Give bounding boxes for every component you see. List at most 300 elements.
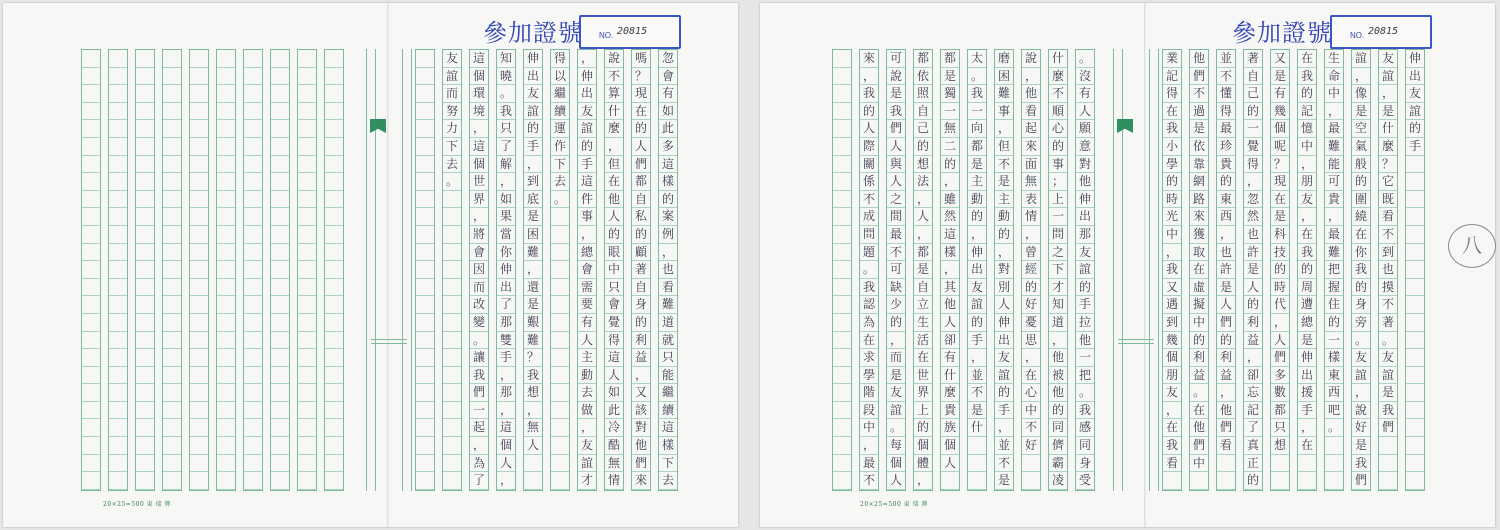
grid-column	[496, 49, 516, 491]
grid-cell: 無	[605, 455, 623, 473]
grid-column	[886, 49, 906, 491]
grid-cell	[443, 261, 461, 279]
grid-cell: 底	[524, 191, 542, 209]
grid-cell: 的	[860, 103, 878, 121]
grid-cell: 不	[995, 156, 1013, 174]
grid-cell	[443, 208, 461, 226]
grid-cell	[190, 349, 208, 367]
grid-cell	[109, 68, 127, 86]
grid-cell: ，	[860, 68, 878, 86]
grid-column	[604, 49, 624, 491]
grid-cell	[325, 226, 343, 244]
grid-cell: 雖	[941, 191, 959, 209]
grid-cell: 誼	[1352, 367, 1370, 385]
grid-cell: 著	[1379, 314, 1397, 332]
grid-cell: ，	[524, 261, 542, 279]
grid-cell: 不	[968, 384, 986, 402]
grid-cell: 什	[1379, 120, 1397, 138]
grid-cell	[1406, 314, 1424, 332]
grid-cell: 讓	[470, 349, 488, 367]
grid-cell	[325, 314, 343, 332]
grid-cell	[416, 437, 434, 455]
grid-cell: 一	[1325, 332, 1343, 350]
grid-cell: 只	[605, 279, 623, 297]
grid-cell	[551, 208, 569, 226]
grid-cell: 了	[497, 296, 515, 314]
grid-cell: 。	[1325, 419, 1343, 437]
grid-cell: 的	[632, 226, 650, 244]
grid-cell	[271, 85, 289, 103]
grid-cell	[217, 173, 235, 191]
grid-cell: ，	[497, 402, 515, 420]
grid-cell: 努	[443, 103, 461, 121]
grid-cell: 出	[1298, 367, 1316, 385]
grid-cell	[833, 419, 851, 437]
grid-cell	[163, 296, 181, 314]
grid-cell	[109, 156, 127, 174]
grid-cell	[1406, 208, 1424, 226]
grid-cell	[190, 402, 208, 420]
grid-cell	[416, 419, 434, 437]
grid-cell	[136, 85, 154, 103]
grid-cell	[217, 156, 235, 174]
grid-cell: ，	[1217, 226, 1235, 244]
grid-cell: 果	[497, 208, 515, 226]
grid-cell: 得	[1217, 103, 1235, 121]
grid-cell: 對	[632, 419, 650, 437]
grid-cell: 作	[551, 138, 569, 156]
grid-cell: 的	[1244, 103, 1262, 121]
grid-cell: 我	[1298, 244, 1316, 262]
grid-cell	[298, 138, 316, 156]
grid-cell: ，	[470, 208, 488, 226]
grid-cell	[109, 367, 127, 385]
grid-cell	[190, 85, 208, 103]
grid-cell: 人	[524, 437, 542, 455]
grid-cell: 自	[632, 279, 650, 297]
grid-cell: 想	[1271, 437, 1289, 455]
grid-cell: 不	[1379, 296, 1397, 314]
grid-cell	[551, 419, 569, 437]
grid-cell	[244, 279, 262, 297]
grid-cell: 案	[659, 208, 677, 226]
grid-cell	[833, 103, 851, 121]
grid-cell	[1406, 384, 1424, 402]
grid-cell: 需	[578, 279, 596, 297]
grid-cell: 記	[1163, 68, 1181, 86]
grid-cell: 的	[1298, 85, 1316, 103]
grid-cell	[109, 226, 127, 244]
grid-cell: 個	[887, 455, 905, 473]
grid-cell	[244, 332, 262, 350]
grid-cell	[298, 349, 316, 367]
grid-cell	[1406, 349, 1424, 367]
grid-cell: 數	[1271, 384, 1289, 402]
grid-cell: 知	[1049, 296, 1067, 314]
grid-cell: ，	[914, 226, 932, 244]
grid-cell: 心	[1022, 384, 1040, 402]
grid-cell: 的	[1049, 402, 1067, 420]
grid-cell: 有	[1271, 85, 1289, 103]
grid-cell: 如	[497, 191, 515, 209]
grid-cell: 在	[1022, 367, 1040, 385]
grid-cell: 知	[497, 50, 515, 68]
grid-cell: 眼	[605, 244, 623, 262]
grid-cell: 不	[605, 68, 623, 86]
grid-cell: 是	[995, 173, 1013, 191]
grid-cell	[416, 138, 434, 156]
grid-cell: 益	[1217, 367, 1235, 385]
grid-cell	[163, 349, 181, 367]
grid-cell	[109, 455, 127, 473]
grid-cell: 中	[1190, 314, 1208, 332]
grid-cell: 我	[860, 85, 878, 103]
grid-cell: 境	[470, 103, 488, 121]
grid-cell: 依	[914, 68, 932, 86]
grid-cell: 握	[1325, 279, 1343, 297]
grid-cell	[416, 367, 434, 385]
grid-cell: 一	[968, 103, 986, 121]
grid-cell: 同	[1076, 437, 1094, 455]
grid-cell: 下	[1049, 261, 1067, 279]
grid-cell	[416, 103, 434, 121]
grid-cell: 下	[551, 156, 569, 174]
grid-cell	[190, 191, 208, 209]
grid-cell: 業	[1163, 50, 1181, 68]
grid-column	[1162, 49, 1182, 491]
grid-cell: 的	[1406, 120, 1424, 138]
grid-cell	[443, 455, 461, 473]
grid-cell	[244, 455, 262, 473]
grid-cell: 他	[632, 437, 650, 455]
grid-cell: 這	[659, 156, 677, 174]
grid-cell: 誼	[524, 103, 542, 121]
grid-cell	[82, 437, 100, 455]
grid-cell: 友	[1379, 50, 1397, 68]
grid-cell	[109, 437, 127, 455]
grid-cell: 。	[860, 261, 878, 279]
grid-cell	[244, 367, 262, 385]
grid-cell	[136, 244, 154, 262]
grid-cell: 去	[659, 472, 677, 490]
grid-cell: 的	[524, 120, 542, 138]
grid-cell	[217, 367, 235, 385]
grid-cell	[244, 261, 262, 279]
grid-cell: 世	[914, 367, 932, 385]
grid-cell	[325, 419, 343, 437]
grid-cell	[163, 85, 181, 103]
grid-cell	[298, 455, 316, 473]
grid-cell	[443, 384, 461, 402]
grid-cell	[271, 173, 289, 191]
grid-cell	[271, 208, 289, 226]
grid-cell: 他	[1190, 50, 1208, 68]
grid-cell: 時	[1163, 191, 1181, 209]
grid-cell: 學	[860, 367, 878, 385]
grid-cell: 手	[524, 138, 542, 156]
grid-cell	[190, 437, 208, 455]
grid-cell	[1406, 437, 1424, 455]
grid-cell: 這	[497, 419, 515, 437]
grid-column	[1021, 49, 1041, 491]
grid-cell	[298, 472, 316, 490]
grid-cell: 可	[1325, 173, 1343, 191]
grid-cell	[190, 68, 208, 86]
grid-cell: 難	[1325, 244, 1343, 262]
grid-cell: 他	[1190, 419, 1208, 437]
grid-cell: 此	[659, 120, 677, 138]
grid-cell	[217, 226, 235, 244]
grid-cell	[271, 472, 289, 490]
grid-cell	[1022, 472, 1040, 490]
grid-cell: 有	[1076, 85, 1094, 103]
grid-cell	[109, 279, 127, 297]
grid-cell	[82, 85, 100, 103]
grid-cell	[136, 279, 154, 297]
grid-cell	[443, 314, 461, 332]
grid-cell	[416, 191, 434, 209]
grid-cell: ，	[1271, 314, 1289, 332]
grid-cell	[82, 120, 100, 138]
grid-cell: 它	[1379, 173, 1397, 191]
grid-cell	[1022, 455, 1040, 473]
grid-cell: 要	[578, 296, 596, 314]
grid-cell: 在	[1163, 419, 1181, 437]
grid-cell: 到	[1379, 244, 1397, 262]
grid-cell	[325, 103, 343, 121]
grid-cell	[833, 120, 851, 138]
grid-cell: 總	[578, 244, 596, 262]
grid-cell	[82, 261, 100, 279]
grid-cell: 題	[860, 244, 878, 262]
grid-cell: 自	[1244, 68, 1262, 86]
grid-cell: 界	[470, 191, 488, 209]
grid-cell: 難	[524, 332, 542, 350]
grid-cell: 的	[887, 314, 905, 332]
grid-cell: 他	[1049, 384, 1067, 402]
grid-cell: 人	[578, 332, 596, 350]
grid-cell	[217, 85, 235, 103]
grid-cell: 磨	[995, 50, 1013, 68]
grid-cell: 手	[578, 156, 596, 174]
grid-cell: 人	[941, 314, 959, 332]
grid-cell	[190, 261, 208, 279]
grid-cell: ，	[1352, 384, 1370, 402]
grid-cell	[443, 279, 461, 297]
grid-cell: 他	[605, 191, 623, 209]
exam-id-prefix: NO.	[1350, 31, 1365, 40]
grid-cell	[325, 191, 343, 209]
grid-cell: 但	[605, 156, 623, 174]
exam-id-title: 參加證號	[483, 19, 583, 47]
grid-cell: 雙	[497, 332, 515, 350]
grid-cell: 友	[524, 85, 542, 103]
grid-cell	[271, 191, 289, 209]
grid-cell	[325, 472, 343, 490]
grid-cell	[325, 367, 343, 385]
grid-cell: 是	[524, 296, 542, 314]
grid-cell: ，	[1352, 68, 1370, 86]
grid-cell: 我	[524, 367, 542, 385]
grid-cell	[136, 296, 154, 314]
grid-cell: 人	[497, 455, 515, 473]
grid-cell: 一	[1049, 208, 1067, 226]
grid-cell: 這	[659, 419, 677, 437]
grid-cell	[163, 332, 181, 350]
grid-cell: 不	[1190, 85, 1208, 103]
grid-cell: 。	[1190, 384, 1208, 402]
grid-cell: 是	[968, 156, 986, 174]
grid-cell: 世	[470, 173, 488, 191]
grid-cell: 覺	[1244, 138, 1262, 156]
grid-cell: 般	[1352, 156, 1370, 174]
grid-cell: ，	[860, 437, 878, 455]
grid-cell: 霸	[1049, 455, 1067, 473]
grid-cell: 什	[968, 419, 986, 437]
grid-cell: 並	[995, 437, 1013, 455]
grid-cell: 想	[914, 156, 932, 174]
grid-cell: 利	[632, 332, 650, 350]
grid-column	[243, 49, 263, 491]
grid-cell	[271, 68, 289, 86]
grid-cell	[833, 279, 851, 297]
grid-cell	[416, 349, 434, 367]
grid-cell: 他	[1076, 332, 1094, 350]
grid-cell: 是	[1379, 103, 1397, 121]
grid-cell: ，	[1325, 208, 1343, 226]
grid-cell	[1406, 455, 1424, 473]
grid-cell: 依	[1190, 138, 1208, 156]
grid-cell	[136, 437, 154, 455]
grid-cell: ，	[578, 226, 596, 244]
grid-cell	[833, 367, 851, 385]
grid-cell: 來	[860, 50, 878, 68]
grid-cell: 麼	[941, 384, 959, 402]
grid-cell: 誼	[578, 120, 596, 138]
grid-cell	[443, 191, 461, 209]
grid-cell: 是	[1352, 103, 1370, 121]
grid-cell: 看	[1379, 208, 1397, 226]
grid-cell	[244, 85, 262, 103]
grid-cell: 我	[1379, 402, 1397, 420]
grid-cell: 面	[1022, 156, 1040, 174]
grid-cell: 又	[632, 384, 650, 402]
grid-cell: 友	[1406, 85, 1424, 103]
grid-cell: 覺	[605, 314, 623, 332]
grid-cell: 來	[1022, 138, 1040, 156]
grid-cell: 情	[605, 472, 623, 490]
grid-cell	[109, 296, 127, 314]
grid-cell: 益	[1244, 332, 1262, 350]
grid-cell: 活	[914, 332, 932, 350]
paper-footer: 20×25=500 東 瑞 牌	[103, 501, 171, 508]
grid-cell: 情	[1022, 208, 1040, 226]
grid-cell	[298, 103, 316, 121]
grid-cell	[298, 419, 316, 437]
grid-cell: 然	[1244, 208, 1262, 226]
grid-cell: 卻	[941, 332, 959, 350]
grid-cell: 然	[941, 208, 959, 226]
grid-cell: 是	[1379, 384, 1397, 402]
grid-cell	[524, 472, 542, 490]
grid-cell	[217, 296, 235, 314]
grid-cell: 個	[941, 437, 959, 455]
grid-cell: 出	[578, 85, 596, 103]
grid-cell: 一	[941, 103, 959, 121]
grid-cell	[190, 314, 208, 332]
grid-cell	[298, 244, 316, 262]
grid-cell: 算	[605, 85, 623, 103]
grid-cell	[217, 120, 235, 138]
grid-cell	[325, 332, 343, 350]
grid-cell	[443, 367, 461, 385]
grid-cell: 誼	[995, 367, 1013, 385]
grid-cell	[416, 472, 434, 490]
grid-cell: 際	[860, 138, 878, 156]
grid-cell: 多	[1271, 367, 1289, 385]
grid-cell: ，	[1022, 68, 1040, 86]
grid-cell: 幾	[1271, 103, 1289, 121]
grid-cell: 了	[497, 138, 515, 156]
grid-cell: 自	[914, 279, 932, 297]
grid-cell	[217, 50, 235, 68]
grid-cell: 他	[1076, 173, 1094, 191]
grid-cell: 的	[1271, 261, 1289, 279]
grid-cell: 如	[605, 384, 623, 402]
grid-cell	[190, 472, 208, 490]
grid-cell: ，	[1163, 402, 1181, 420]
grid-cell: 凌	[1049, 472, 1067, 490]
grid-cell: 並	[1217, 50, 1235, 68]
grid-cell: 最	[1217, 120, 1235, 138]
grid-cell: 並	[968, 367, 986, 385]
grid-cell	[833, 85, 851, 103]
grid-cell: 們	[1352, 472, 1370, 490]
grid-cell	[136, 138, 154, 156]
grid-cell: 在	[1190, 261, 1208, 279]
grid-cell	[217, 332, 235, 350]
grid-cell: ，	[1217, 384, 1235, 402]
grid-cell	[1163, 472, 1181, 490]
grid-cell: 友	[995, 349, 1013, 367]
grid-cell: 私	[632, 208, 650, 226]
grid-cell: 你	[1352, 244, 1370, 262]
grid-column	[832, 49, 852, 491]
grid-cell: 什	[941, 367, 959, 385]
grid-cell: 的	[1049, 138, 1067, 156]
grid-cell: 友	[1298, 191, 1316, 209]
grid-cell: 不	[1379, 226, 1397, 244]
grid-cell: 人	[1217, 296, 1235, 314]
grid-cell: 人	[995, 296, 1013, 314]
grid-cell: 。	[1076, 384, 1094, 402]
grid-cell	[136, 402, 154, 420]
grid-cell: 才	[578, 472, 596, 490]
grid-cell: 中	[1298, 138, 1316, 156]
grid-cell: 例	[659, 226, 677, 244]
grid-cell	[271, 120, 289, 138]
grid-cell	[551, 384, 569, 402]
grid-cell: 該	[632, 402, 650, 420]
grid-cell: 為	[470, 455, 488, 473]
grid-cell: ，	[1379, 85, 1397, 103]
grid-cell: 主	[578, 349, 596, 367]
grid-cell	[298, 208, 316, 226]
grid-cell: 靠	[1190, 156, 1208, 174]
grid-cell: 主	[995, 191, 1013, 209]
grid-cell: 順	[1049, 103, 1067, 121]
grid-cell: 人	[1271, 332, 1289, 350]
